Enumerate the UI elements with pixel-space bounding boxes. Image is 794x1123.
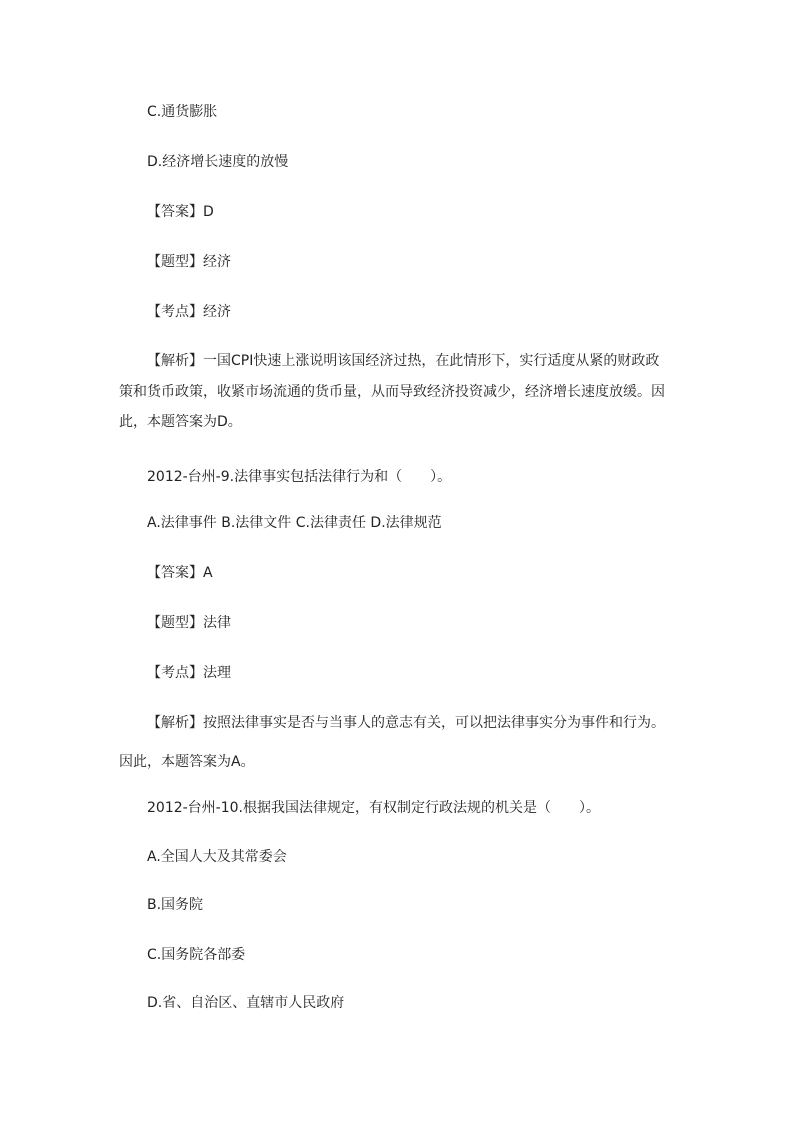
- question-type: 【题型】法律: [147, 615, 231, 631]
- analysis-line: 【解析】按照法律事实是否与当事人的意志有关，可以把法律事实分为事件和行为。: [147, 715, 665, 731]
- question-9-options: A.法律事件 B.法律文件 C.法律责任 D.法律规范: [147, 515, 442, 531]
- option-a: A.全国人大及其常委会: [147, 849, 287, 865]
- option-d: D.省、自治区、直辖市人民政府: [147, 995, 345, 1011]
- exam-point: 【考点】法理: [147, 665, 231, 681]
- option-c: C.通货膨胀: [147, 104, 218, 120]
- analysis-line: 因此，本题答案为A。: [119, 754, 255, 770]
- analysis-line: 【解析】一国CPI快速上涨说明该国经济过热，在此情形下，实行适度从紧的财政政: [147, 353, 660, 369]
- answer: 【答案】D: [147, 204, 214, 220]
- question-10: 2012-台州-10.根据我国法律规定，有权制定行政法规的机关是（ ）。: [147, 800, 600, 816]
- analysis-line: 此，本题答案为D。: [119, 414, 242, 430]
- option-b: B.国务院: [147, 897, 204, 913]
- analysis-line: 策和货币政策，收紧市场流通的货币量，从而导致经济投资减少，经济增长速度放缓。因: [119, 384, 665, 400]
- exam-point: 【考点】经济: [147, 304, 231, 320]
- option-d: D.经济增长速度的放慢: [147, 154, 289, 170]
- question-type: 【题型】经济: [147, 254, 231, 270]
- option-c: C.国务院各部委: [147, 947, 246, 963]
- question-9: 2012-台州-9.法律事实包括法律行为和（ ）。: [147, 469, 452, 485]
- answer: 【答案】A: [147, 565, 213, 581]
